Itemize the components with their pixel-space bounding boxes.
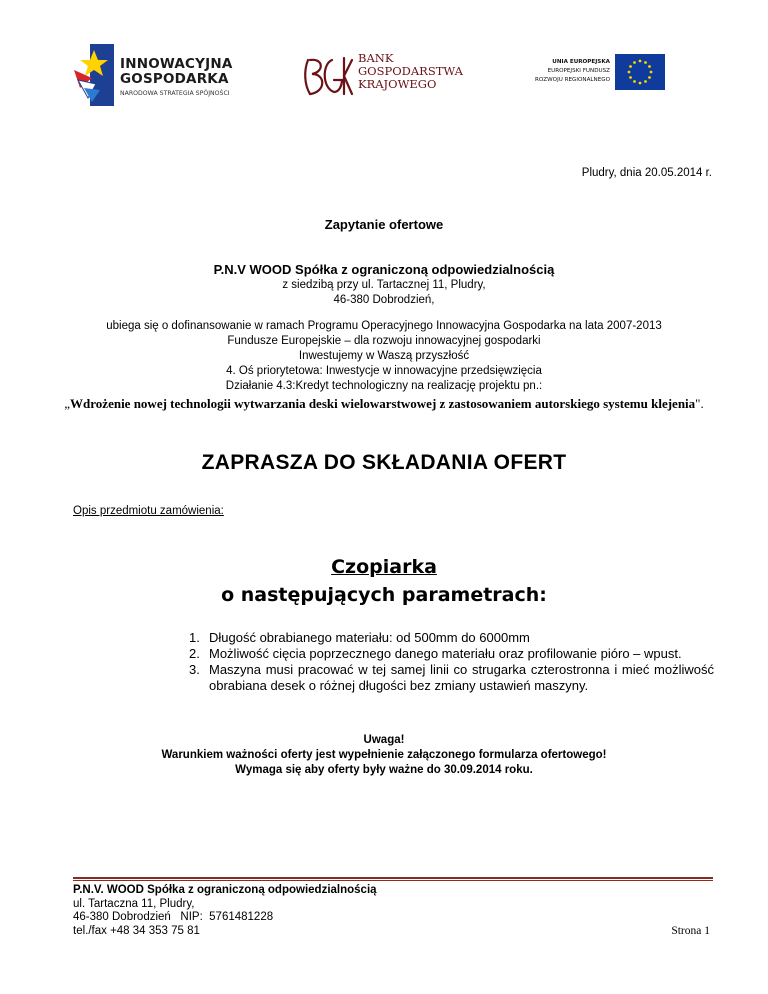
program-line3: Inwestujemy w Waszą przyszłość xyxy=(298,350,470,362)
eu-flag-icon xyxy=(615,54,665,90)
list-item-text: Maszyna musi pracować w tej samej linii co strugarka czterostronna i mieć możliwość obrabiana desek o różnej długości bez zmiany ustawień maszyny. xyxy=(209,662,714,693)
list-item xyxy=(166,630,714,646)
header-logos xyxy=(0,40,768,120)
ig-line3: NARODOWA STRATEGIA SPÓJNOŚCI xyxy=(120,90,230,97)
document-date: Pludry, dnia 20.05.2014 r. xyxy=(581,167,712,179)
program-line5: Działanie 4.3:Kredyt technologiczny na realizację projektu pn.: xyxy=(225,380,543,392)
project-name xyxy=(64,396,704,412)
project-title: Wdrożenie nowej technologii wytwarzania deski wielowarstwowej z zastosowaniem autorskiego systemu klejenia xyxy=(70,396,696,411)
company-address-line1: z siedzibą przy ul. Tartacznej 11, Pludry, xyxy=(282,279,486,291)
bgk-line3: KRAJOWEGO xyxy=(358,77,437,91)
list-item-number: 3. xyxy=(189,662,200,677)
item-title: Czopiarka xyxy=(331,556,437,578)
ig-line2: GOSPODARKA xyxy=(120,71,229,87)
list-item-number: 1. xyxy=(189,630,200,645)
notice-line2: Wymaga się aby oferty były ważne do 30.09.2014 roku. xyxy=(235,764,533,776)
list-item-text: Możliwość cięcia poprzecznego danego materiału oraz profilowanie pióro – wpust. xyxy=(209,646,682,661)
item-subtitle: o następujących parametrach: xyxy=(221,584,547,606)
notice-line1: Warunkiem ważności oferty jest wypełnienie załączonego formularza ofertowego! xyxy=(161,749,607,761)
footer-phone: tel./fax +48 34 353 75 81 xyxy=(73,924,200,937)
program-line4: 4. Oś priorytetowa: Inwestycje w innowacyjne przedsięwzięcia xyxy=(226,365,542,377)
innowacyjna-gospodarka-logo xyxy=(70,44,270,110)
eu-text xyxy=(520,58,610,85)
eu-line3: ROZWOJU REGIONALNEGO xyxy=(535,77,610,83)
parameter-list xyxy=(166,630,714,694)
eu-logo xyxy=(520,54,680,98)
list-item xyxy=(166,646,714,662)
bgk-monogram-icon xyxy=(302,54,354,98)
ig-emblem-icon xyxy=(70,44,118,106)
footer-city-nip: 46-380 Dobrodzień NIP: 5761481228 xyxy=(73,911,274,923)
list-item-number: 2. xyxy=(189,646,200,661)
document-title: Zapytanie ofertowe xyxy=(324,217,444,232)
footer-company: P.N.V. WOOD Spółka z ograniczoną odpowiedzialnością xyxy=(73,884,377,896)
bgk-line2: GOSPODARSTWA xyxy=(358,64,463,78)
footer-rule-thin xyxy=(73,880,713,881)
list-item xyxy=(166,662,714,694)
program-line1: ubiega się o dofinansowanie w ramach Programu Operacyjnego Innowacyjna Gospodarka na lata 2007-2013 xyxy=(106,320,662,332)
notice-title: Uwaga! xyxy=(363,734,405,746)
bgk-wordmark xyxy=(358,52,463,91)
company-name: P.N.V WOOD Spółka z ograniczoną odpowiedzialnością xyxy=(213,262,555,277)
project-open-quote: „ xyxy=(64,396,71,411)
footer xyxy=(73,884,377,938)
project-close-quote: ". xyxy=(695,396,704,411)
subject-label: Opis przedmiotu zamówienia: xyxy=(73,505,224,517)
footer-street: ul. Tartaczna 11, Pludry, xyxy=(73,897,195,910)
eu-line2: EUROPEJSKI FUNDUSZ xyxy=(547,68,610,74)
bgk-line1: BANK xyxy=(358,51,394,65)
list-item-text: Długość obrabianego materiału: od 500mm do 6000mm xyxy=(209,630,530,645)
footer-rule xyxy=(73,877,713,879)
page-number: Strona 1 xyxy=(671,925,710,937)
eu-line1: UNIA EUROPEJSKA xyxy=(552,59,610,65)
ig-line1: INNOWACYJNA xyxy=(120,56,233,72)
headline: ZAPRASZA DO SKŁADANIA OFERT xyxy=(201,451,567,474)
bgk-logo xyxy=(302,50,502,106)
company-address-line2: 46-380 Dobrodzień, xyxy=(333,294,435,306)
program-line2: Fundusze Europejskie – dla rozwoju innowacyjnej gospodarki xyxy=(227,335,541,347)
